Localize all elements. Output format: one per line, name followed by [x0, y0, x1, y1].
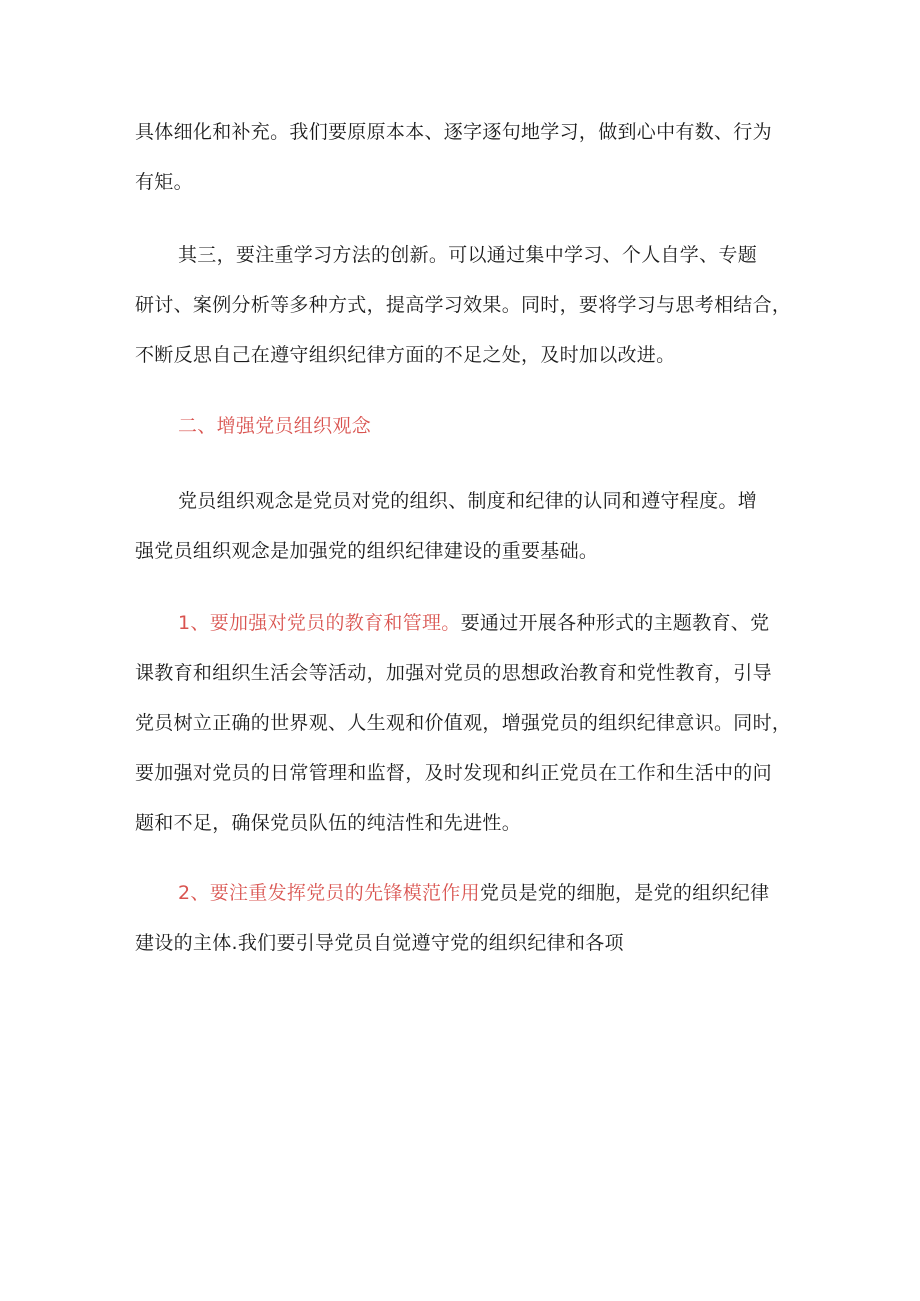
- paragraph-study-methods: [135, 236, 795, 374]
- text-line: 研讨、案例分析等多种方式，提高学习效果。同时，要将学习与思考相结合，: [135, 294, 792, 316]
- highlight-subheading: 1、要加强对党员的教育和管理。: [178, 612, 461, 634]
- text-line: 党员组织观念是党员对党的组织、制度和纪律的认同和遵守程度。增: [178, 490, 758, 512]
- text-line: 课教育和组织生活会等活动，加强对党员的思想政治教育和党性教育，引导: [135, 662, 772, 684]
- text-line: 要加强对党员的日常管理和监督，及时发现和纠正党员在工作和生活中的问: [135, 762, 772, 784]
- text-line: 党员树立正确的世界观、人生观和价值观，增强党员的组织纪律意识。同时，: [135, 712, 792, 734]
- text-line: 具体细化和补充。我们要原原本本、逐字逐句地学习，做到心中有数、行为: [135, 121, 772, 143]
- text-line: 题和不足，确保党员队伍的纯洁性和先进性。: [135, 812, 522, 834]
- text-line: 有矩。: [135, 171, 193, 193]
- section-heading: [135, 407, 795, 445]
- section-heading-text: 二、增强党员组织观念: [178, 415, 372, 437]
- text-line: 其三，要注重学习方法的创新。可以通过集中学习、个人自学、专题: [178, 244, 758, 266]
- text-line: 强党员组织观念是加强党的组织纪律建设的重要基础。: [135, 540, 599, 562]
- paragraph-education-management: [135, 604, 795, 842]
- paragraph-continuation: [135, 113, 795, 201]
- paragraph-vanguard-role: [135, 874, 795, 962]
- text-run: 要通过开展各种形式的主题教育、党: [460, 612, 770, 634]
- paragraph-org-concept: [135, 482, 795, 570]
- text-line: [135, 874, 795, 912]
- text-line: [135, 604, 795, 642]
- highlight-subheading: 2、要注重发挥党员的先锋模范作用: [178, 882, 480, 904]
- text-run: 党员是党的细胞，是党的组织纪律: [479, 882, 770, 904]
- text-line: 不断反思自己在遵守组织纪律方面的不足之处，及时加以改进。: [135, 344, 676, 366]
- text-line: 建设的主体.我们要引导党员自觉遵守党的组织纪律和各项: [135, 932, 624, 954]
